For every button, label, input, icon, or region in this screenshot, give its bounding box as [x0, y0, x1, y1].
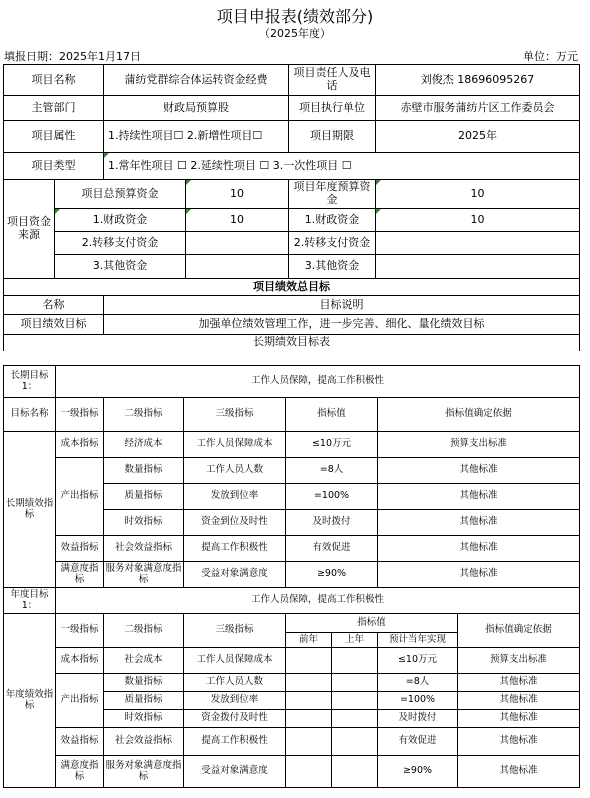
total-budget-value: 10 [186, 180, 289, 209]
fiscal-funds-annual-label: 1.财政资金 [289, 209, 376, 232]
annual-row-basis: 预算支出标准 [458, 648, 580, 674]
annual-row-prev2 [286, 692, 332, 710]
annual-row-l2: 社会效益指标 [104, 728, 184, 756]
total-budget-label: 项目总预算资金 [55, 180, 186, 209]
annual-row-prev1 [332, 692, 378, 710]
dept-label: 主管部门 [4, 96, 104, 121]
annual-goal-label: 年度目标1： [4, 588, 56, 614]
project-period-label: 项目期限 [289, 121, 376, 153]
long-row-l1: 成本指标 [56, 432, 104, 458]
annual-row-l2: 服务对象满意度指标 [104, 756, 184, 788]
other-funds-annual-label: 3.其他资金 [289, 255, 376, 279]
annual-budget-label: 项目年度预算资金 [289, 180, 376, 209]
annual-row-basis: 其他标准 [458, 710, 580, 728]
long-row-l2: 数量指标 [104, 458, 184, 484]
annual-row-l2: 数量指标 [104, 674, 184, 692]
long-group-label: 长期绩效指标 [4, 432, 56, 588]
long-row-basis: 其他标准 [378, 510, 580, 536]
annual-row-l3: 资金拨付及时性 [184, 710, 286, 728]
long-row-l2: 质量指标 [104, 484, 184, 510]
dept-value: 财政局预算股 [104, 96, 289, 121]
overall-goal-value: 加强单位绩效管理工作，进一步完善、细化、量化绩效目标 [104, 315, 580, 335]
long-row-l1: 满意度指标 [56, 562, 104, 588]
long-row-l3: 工作人员保障成本 [184, 432, 286, 458]
long-row-l1: 效益指标 [56, 536, 104, 562]
funding-source-label: 项目资金来源 [4, 180, 55, 279]
annual-row-basis: 其他标准 [458, 692, 580, 710]
long-row-value: =100% [286, 484, 378, 510]
project-type-value: 1.常年性项目 ☐ 2.延续性项目 ☐ 3.一次性项目 ☐ [104, 153, 580, 180]
annual-row-prev2 [286, 728, 332, 756]
annual-row-expected: =8人 [378, 674, 458, 692]
transfer-funds-annual [376, 232, 580, 255]
fiscal-funds-annual: 10 [376, 209, 580, 232]
annual-row-prev1 [332, 710, 378, 728]
fiscal-funds-label: 1.财政资金 [55, 209, 186, 232]
annual-row-expected: 及时拨付 [378, 710, 458, 728]
annual-row-prev1 [332, 674, 378, 692]
annual-row-l3: 提高工作积极性 [184, 728, 286, 756]
annual-row-prev1 [332, 648, 378, 674]
other-funds-annual [376, 255, 580, 279]
annual-row-l3: 受益对象满意度 [184, 756, 286, 788]
annual-col-l3: 三级指标 [184, 614, 286, 648]
long-row-value: 及时拨付 [286, 510, 378, 536]
long-col-l3: 三级指标 [184, 398, 286, 432]
annual-row-l2: 社会成本 [104, 648, 184, 674]
basic-info-table [3, 64, 580, 351]
long-goal-label: 长期目标1： [4, 366, 56, 398]
annual-budget-value: 10 [376, 180, 580, 209]
transfer-funds-annual-label: 2.转移支付资金 [289, 232, 376, 255]
project-manager-value: 刘俊杰 18696095267 [376, 65, 580, 96]
overall-goal-heading: 项目绩效总目标 [4, 279, 580, 296]
form-year: （2025年度） [259, 27, 331, 40]
annual-row-basis: 其他标准 [458, 756, 580, 788]
annual-row-l1: 产出指标 [56, 674, 104, 728]
annual-row-prev2 [286, 756, 332, 788]
annual-row-expected: =100% [378, 692, 458, 710]
annual-row-prev2 [286, 648, 332, 674]
long-row-l3: 资金到位及时性 [184, 510, 286, 536]
annual-row-l2: 质量指标 [104, 692, 184, 710]
long-row-l2: 时效指标 [104, 510, 184, 536]
annual-goal-value: 工作人员保障，提高工作积极性 [56, 588, 580, 614]
long-col-value: 指标值 [286, 398, 378, 432]
exec-unit-value: 赤壁市服务蒲纺片区工作委员会 [376, 96, 580, 121]
long-col-goal-name: 目标名称 [4, 398, 56, 432]
annual-row-prev1 [332, 756, 378, 788]
long-row-value: ≤10万元 [286, 432, 378, 458]
long-col-l2: 二级指标 [104, 398, 184, 432]
long-row-value: =8人 [286, 458, 378, 484]
annual-col-prev1: 上年 [332, 633, 378, 648]
long-row-l3: 发放到位率 [184, 484, 286, 510]
long-row-l2: 经济成本 [104, 432, 184, 458]
form-title: 项目申报表(绩效部分) [216, 7, 374, 26]
annual-group-label: 年度绩效指标 [4, 614, 56, 788]
transfer-funds-label: 2.转移支付资金 [55, 232, 186, 255]
goal-name-label: 名称 [4, 296, 104, 315]
project-type-label: 项目类型 [4, 153, 104, 180]
annual-row-l1: 效益指标 [56, 728, 104, 756]
annual-row-expected: ≥90% [378, 756, 458, 788]
long-row-basis: 其他标准 [378, 562, 580, 588]
annual-row-l1: 满意度指标 [56, 756, 104, 788]
long-row-value: ≥90% [286, 562, 378, 588]
indicator-table [3, 365, 580, 788]
annual-col-l2: 二级指标 [104, 614, 184, 648]
transfer-funds-total [186, 232, 289, 255]
other-funds-label: 3.其他资金 [55, 255, 186, 279]
annual-row-expected: ≤10万元 [378, 648, 458, 674]
long-row-basis: 其他标准 [378, 536, 580, 562]
long-row-l2: 服务对象满意度指标 [104, 562, 184, 588]
annual-row-prev1 [332, 728, 378, 756]
project-attr-value: 1.持续性项目☐ 2.新增性项目☐ [104, 121, 289, 153]
fiscal-funds-total: 10 [186, 209, 289, 232]
annual-col-l1: 一级指标 [56, 614, 104, 648]
long-row-basis: 其他标准 [378, 484, 580, 510]
annual-row-l3: 发放到位率 [184, 692, 286, 710]
annual-row-expected: 有效促进 [378, 728, 458, 756]
overall-goal-label: 项目绩效目标 [4, 315, 104, 335]
project-name-value: 蒲纺党群综合体运转资金经费 [104, 65, 289, 96]
annual-row-prev2 [286, 710, 332, 728]
annual-row-l2: 时效指标 [104, 710, 184, 728]
long-row-l1: 产出指标 [56, 458, 104, 536]
long-row-l3: 受益对象满意度 [184, 562, 286, 588]
annual-row-basis: 其他标准 [458, 728, 580, 756]
annual-row-l3: 工作人员保障成本 [184, 648, 286, 674]
long-row-basis: 其他标准 [378, 458, 580, 484]
project-manager-label: 项目责任人及电话 [289, 65, 376, 96]
annual-row-prev2 [286, 674, 332, 692]
fill-date: 填报日期：2025年1月17日 [4, 50, 141, 63]
long-col-basis: 指标值确定依据 [378, 398, 580, 432]
annual-row-basis: 其他标准 [458, 674, 580, 692]
annual-col-value: 指标值 [286, 614, 458, 633]
project-name-label: 项目名称 [4, 65, 104, 96]
long-row-l2: 社会效益指标 [104, 536, 184, 562]
other-funds-total [186, 255, 289, 279]
project-period-value: 2025年 [376, 121, 580, 153]
unit-label: 单位：万元 [523, 50, 578, 63]
annual-col-basis: 指标值确定依据 [458, 614, 580, 648]
annual-col-expected: 预计当年实现 [378, 633, 458, 648]
goal-desc-label: 目标说明 [104, 296, 580, 315]
long-row-value: 有效促进 [286, 536, 378, 562]
long-row-l3: 工作人员人数 [184, 458, 286, 484]
long-row-l3: 提高工作积极性 [184, 536, 286, 562]
project-attr-label: 项目属性 [4, 121, 104, 153]
long-row-basis: 预算支出标准 [378, 432, 580, 458]
long-term-heading: 长期绩效目标表 [4, 335, 580, 351]
long-goal-value: 工作人员保障，提高工作积极性 [56, 366, 580, 398]
exec-unit-label: 项目执行单位 [289, 96, 376, 121]
annual-row-l3: 工作人员人数 [184, 674, 286, 692]
annual-col-prev2: 前年 [286, 633, 332, 648]
long-col-l1: 一级指标 [56, 398, 104, 432]
annual-row-l1: 成本指标 [56, 648, 104, 674]
